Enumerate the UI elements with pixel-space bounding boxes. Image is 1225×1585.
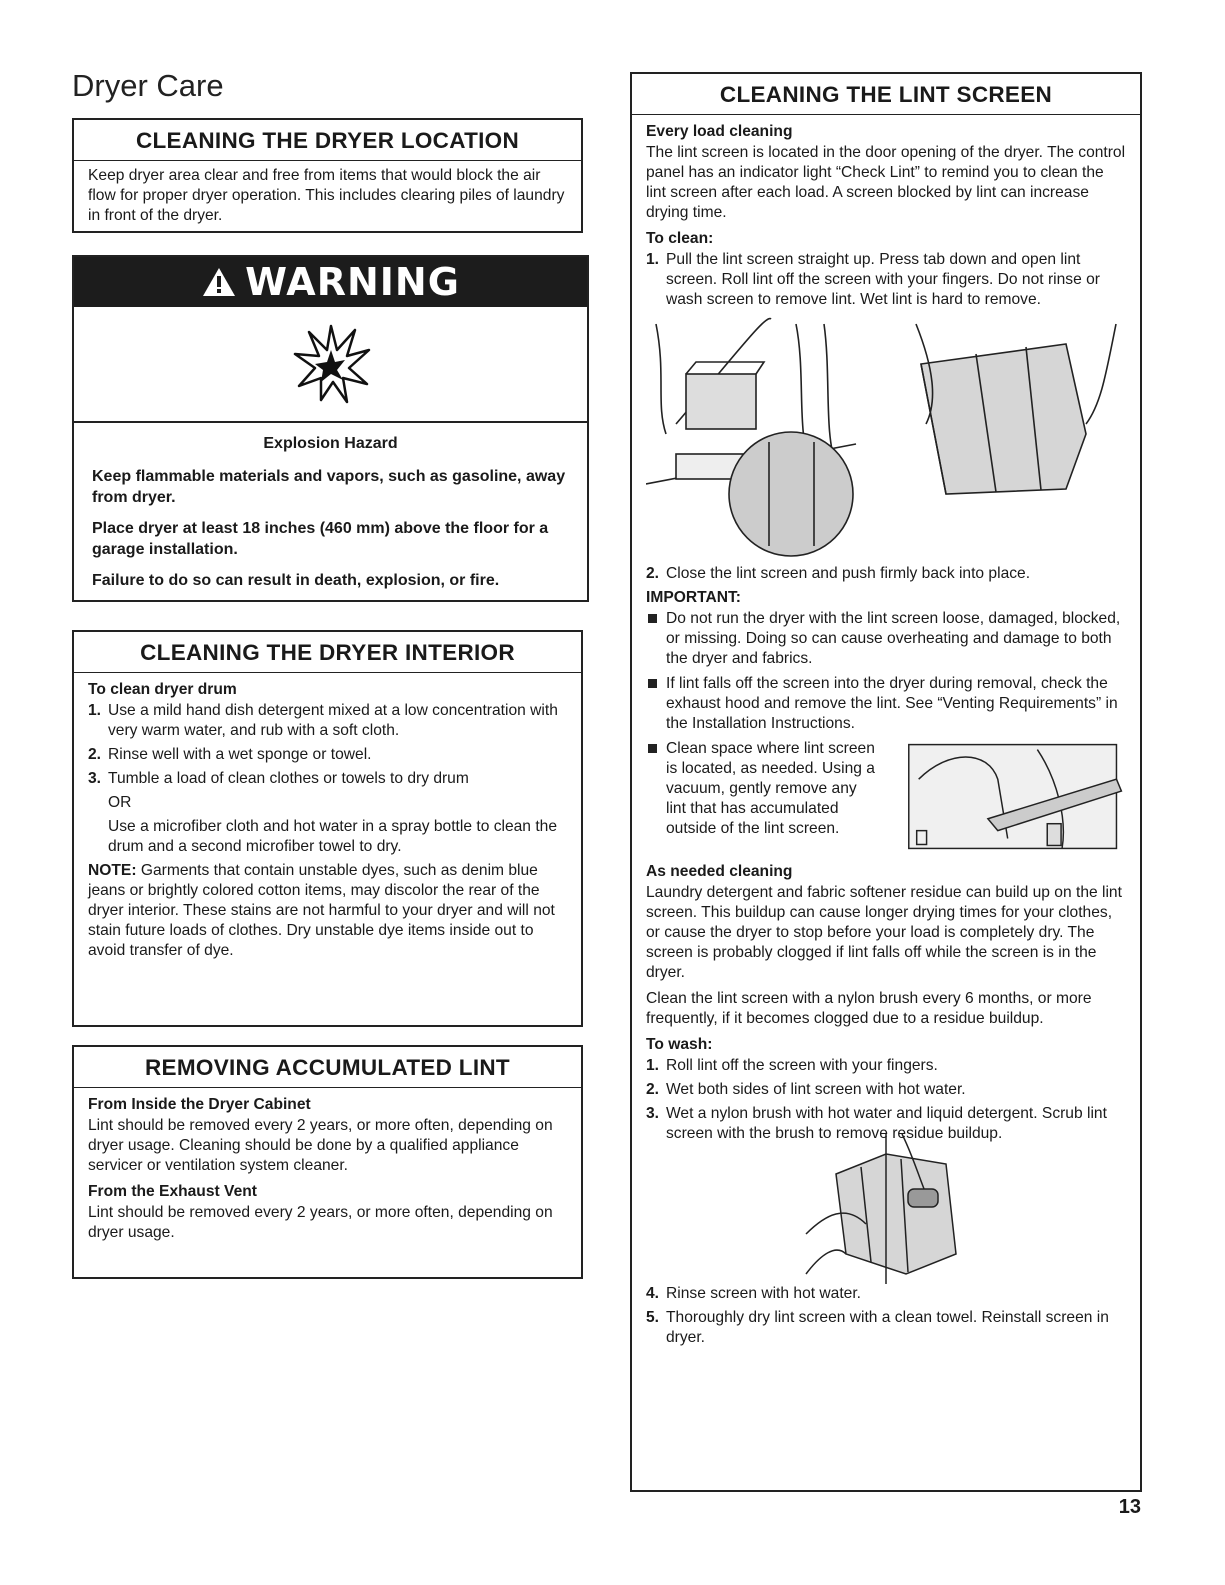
list-item: 3. Wet a nylon brush with hot water and liquid detergent. Scrub lint screen with the brush to remove residue buildup. (646, 1105, 1107, 1142)
to-wash-steps-2 (646, 1284, 1126, 1348)
lint-removal-section (72, 1045, 583, 1279)
lint-removal-body (74, 1088, 581, 1257)
list-item: Clean space where lint screen is located, as needed. Using a vacuum, gently remove any lint that has accumulated outside of the lint screen. (646, 739, 1126, 857)
location-section (72, 118, 583, 233)
list-item: 3. Tumble a load of clean clothes or towels to dry drum OR Use a microfiber cloth and hot water in a spray bottle to clean the drum and a second microfiber towel to dry. (88, 769, 567, 857)
location-text: Keep dryer area clear and free from items that would block the air flow for proper dryer operation. This includes clearing piles of laundry in front of the dryer. (88, 167, 565, 224)
note-label: NOTE: (88, 862, 137, 879)
interior-or: OR (108, 794, 132, 811)
warning-text (74, 423, 587, 611)
list-item: 1. Roll lint off the screen with your fingers. (646, 1057, 938, 1074)
warning-triangle-icon (201, 266, 237, 298)
list-item: 2. Close the lint screen and push firmly back into place. (646, 565, 1031, 582)
location-body (74, 161, 581, 240)
warning-line-2: Place dryer at least 18 inches (460 mm) above the floor for a garage installation. (92, 520, 549, 558)
every-load-text: The lint screen is located in the door opening of the dryer. The control panel has an indicator light “Check Lint” to remind you to clean the lint screen after each load. A screen blocked by lint can increase drying time. (646, 144, 1126, 221)
bullet-square-icon (648, 614, 657, 623)
as-needed-subheading: As needed cleaning (646, 863, 793, 880)
list-item: Do not run the dryer with the lint screen loose, damaged, blocked, or missing. Doing so can cause overheating and damage to both the dryer and fabrics. (646, 609, 1126, 669)
vent-subheading: From the Exhaust Vent (88, 1183, 257, 1200)
list-item: If lint falls off the screen into the dryer during removal, check the exhaust hood and remove the lint. See “Venting Requirements” in the Installation Instructions. (646, 674, 1126, 734)
lint-screen-section (630, 72, 1142, 1492)
warning-line-3: Failure to do so can result in death, explosion, or fire. (92, 572, 500, 589)
every-load-subheading: Every load cleaning (646, 123, 793, 140)
warning-line-1: Keep flammable materials and vapors, such as gasoline, away from dryer. (92, 468, 566, 506)
important-bullets (646, 609, 1126, 857)
to-clean-steps-2 (646, 564, 1126, 584)
interior-alt: Use a microfiber cloth and hot water in a spray bottle to clean the drum and a second microfiber towel to dry. (108, 818, 557, 855)
warning-hazard: Explosion Hazard (263, 435, 398, 452)
interior-note (88, 861, 567, 961)
bullet-square-icon (648, 744, 657, 753)
bullet-square-icon (648, 679, 657, 688)
to-clean-steps (646, 250, 1126, 310)
brush-scrub-illustration (646, 1134, 1126, 1284)
list-item: 1. Pull the lint screen straight up. Press tab down and open lint screen. Roll lint off the screen with your fingers. Do not rinse or wash screen to remove lint. Wet lint is hard to remove. (646, 251, 1100, 308)
vent-text: Lint should be removed every 2 years, or more often, depending on dryer usage. (88, 1204, 553, 1241)
to-clean-subheading: To clean: (646, 230, 714, 247)
note-text: Garments that contain unstable dyes, such as denim blue jeans or brightly colored cotton items, may discolor the rear of the dryer interior. These stains are not harmful to your dryer and will not stain future loads of clothes. Dry unstable dye items inside out to avoid transfer of dye. (88, 862, 555, 959)
page-title: Dryer Care (72, 68, 224, 103)
important-label: IMPORTANT: (646, 589, 741, 606)
warning-label: WARNING (245, 260, 460, 304)
interior-steps (88, 701, 567, 857)
lint-screen-heading: CLEANING THE LINT SCREEN (632, 74, 1140, 115)
list-item: 4. Rinse screen with hot water. (646, 1285, 862, 1302)
warning-banner (74, 257, 587, 307)
vacuum-illustration (889, 739, 1126, 857)
lint-screen-body (632, 115, 1140, 1360)
list-item: 2. Rinse well with a wet sponge or towel. (88, 746, 372, 763)
cabinet-text: Lint should be removed every 2 years, or more often, depending on dryer usage. Cleaning should be done by a qualified appliance servicer or ventilation system cleaner. (88, 1117, 553, 1174)
interior-subheading: To clean dryer drum (88, 681, 237, 698)
interior-body (74, 673, 581, 975)
warning-art (74, 307, 587, 423)
list-item: 5. Thoroughly dry lint screen with a clean towel. Reinstall screen in dryer. (646, 1309, 1109, 1346)
to-wash-subheading: To wash: (646, 1036, 713, 1053)
as-needed-text-1: Laundry detergent and fabric softener residue can build up on the lint screen. This buildup can cause longer drying times for your clothes, or cause the dryer to stop before your load is completely dry. The screen is probably clogged if lint falls off while the screen is in the dryer. (646, 884, 1122, 981)
cabinet-subheading: From Inside the Dryer Cabinet (88, 1096, 311, 1113)
as-needed-text-2: Clean the lint screen with a nylon brush every 6 months, or more frequently, if it becomes clogged due to a residue buildup. (646, 990, 1092, 1027)
list-item: 2. Wet both sides of lint screen with hot water. (646, 1081, 966, 1098)
to-wash-steps (646, 1056, 1126, 1144)
page-number: 13 (1118, 1496, 1141, 1518)
lint-screen-removal-illustration (646, 314, 1126, 564)
list-item: 1. Use a mild hand dish detergent mixed at a low concentration with very warm water, and rub with a soft cloth. (88, 702, 558, 739)
location-heading: CLEANING THE DRYER LOCATION (74, 120, 581, 161)
warning-box (72, 255, 589, 602)
interior-heading: CLEANING THE DRYER INTERIOR (74, 632, 581, 673)
explosion-icon (291, 324, 371, 404)
lint-removal-heading: REMOVING ACCUMULATED LINT (74, 1047, 581, 1088)
interior-section (72, 630, 583, 1027)
